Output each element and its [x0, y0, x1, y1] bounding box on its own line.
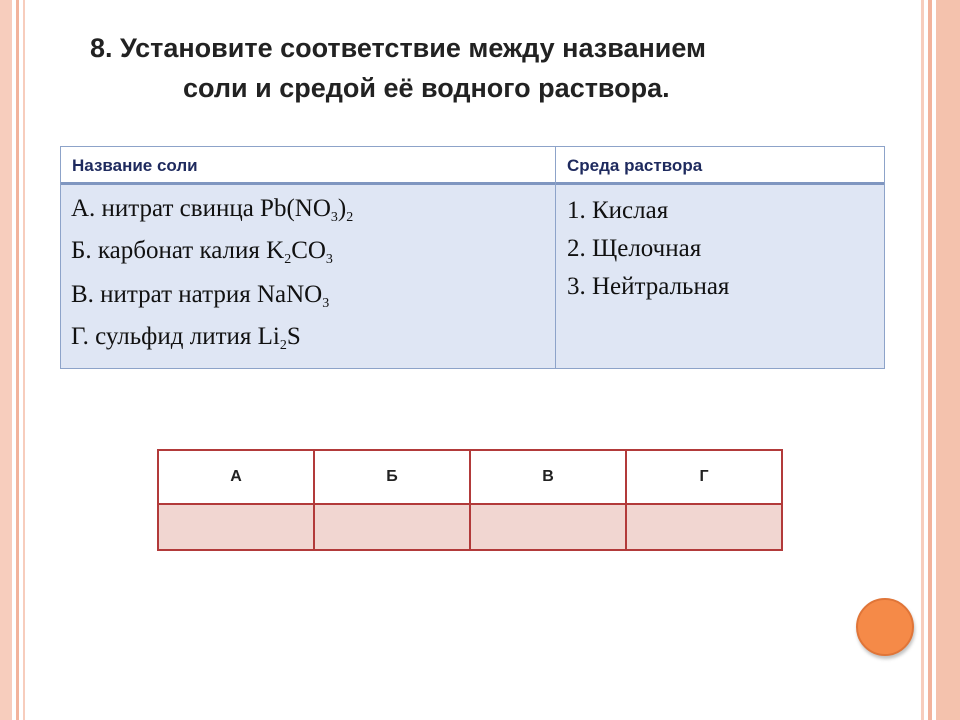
- answer-cell-v[interactable]: [470, 504, 626, 550]
- matching-table-header: [61, 147, 884, 185]
- salt-item-v: В. нитрат натрия NaNO$_3$: [71, 281, 330, 311]
- matching-table-body: [61, 185, 884, 368]
- medium-item-1: 1. Кислая: [567, 197, 669, 224]
- question-line-1: 8. Установите соответствие между названием: [90, 33, 707, 63]
- answer-header-v: В: [470, 450, 626, 504]
- left-border-bar-3: [23, 0, 25, 720]
- answer-table-input-row: [158, 504, 782, 550]
- medium-item-2: 2. Щелочная: [567, 235, 702, 262]
- answer-cell-a[interactable]: [158, 504, 314, 550]
- salt-item-g: Г. сульфид лития $Li_2S$: [71, 323, 301, 353]
- answer-header-a: А: [158, 450, 314, 504]
- medium-item-3: 3. Нейтральная: [567, 273, 730, 300]
- salt-item-a: А. нитрат свинца $Pb(NO_3)_2$: [71, 195, 354, 225]
- left-border-bar-2: [16, 0, 19, 720]
- answer-header-b: Б: [314, 450, 470, 504]
- right-border-bar-1: [921, 0, 924, 720]
- answer-table-header-row: [158, 450, 782, 504]
- answer-cell-g[interactable]: [626, 504, 782, 550]
- answer-table: [157, 449, 783, 551]
- right-border-bar-3: [936, 0, 960, 720]
- question-line-2: соли и средой её водного раствора.: [183, 73, 670, 103]
- answer-header-g: Г: [626, 450, 782, 504]
- answer-cell-b[interactable]: [314, 504, 470, 550]
- right-border-bar-2: [928, 0, 932, 720]
- left-border-bar-1: [0, 0, 12, 720]
- salt-name-column-header: Название соли: [72, 156, 198, 175]
- circle-button-icon[interactable]: [856, 598, 914, 656]
- matching-table: [60, 146, 885, 369]
- solution-medium-column-header: Среда раствора: [567, 156, 703, 175]
- column-divider: [555, 147, 556, 368]
- salt-item-b: Б. карбонат калия $K_2CO_3$: [71, 237, 333, 267]
